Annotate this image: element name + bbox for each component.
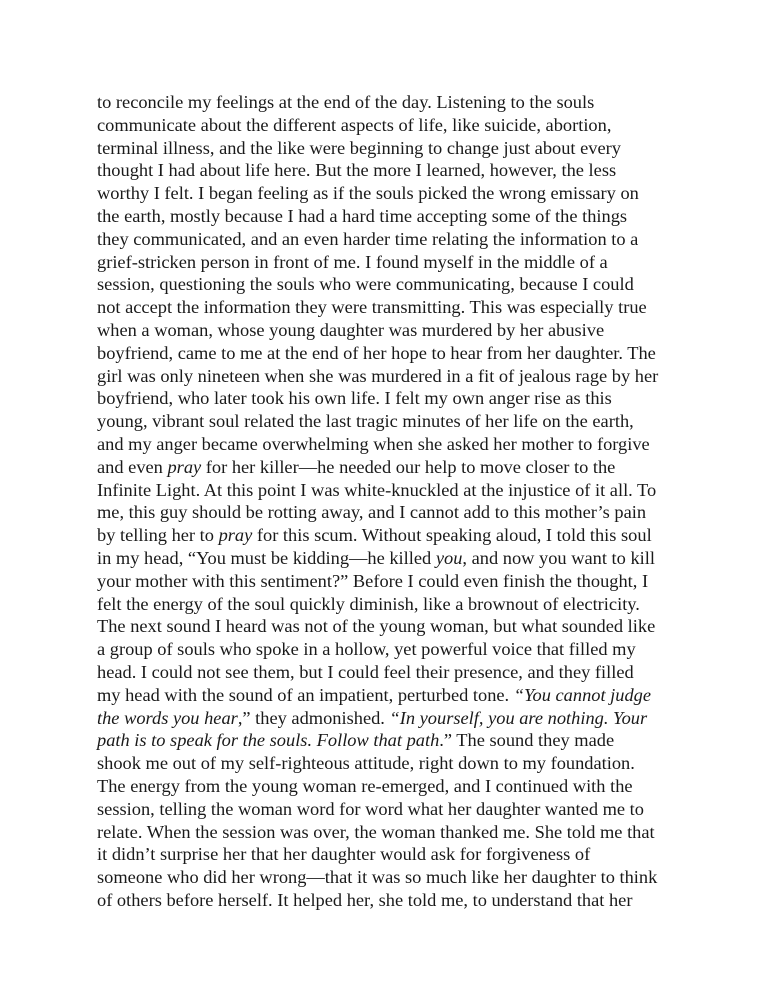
text-segment: girl was only nineteen when she was murdered in a fit of jealous rage by her — [97, 365, 659, 386]
text-segment: of others before herself. It helped her, she told me, to understand that her — [97, 889, 633, 910]
text-line — [97, 342, 697, 365]
text-line — [97, 387, 697, 410]
text-line — [97, 570, 697, 593]
text-segment: and my anger became overwhelming when she asked her mother to forgive — [97, 433, 650, 454]
text-segment: terminal illness, and the like were beginning to change just about every — [97, 137, 621, 158]
text-segment: The energy from the young woman re-emerged, and I continued with the — [97, 775, 633, 796]
text-segment: and even — [97, 456, 168, 477]
text-line — [97, 775, 697, 798]
text-segment: it didn’t surprise her that her daughter would ask for forgiveness of — [97, 844, 591, 865]
text-segment: my head with the sound of an impatient, perturbed tone. — [97, 684, 514, 705]
italic-text-segment: pray — [218, 525, 253, 546]
text-segment: felt the energy of the soul quickly diminish, like a brownout of electricity. — [97, 593, 640, 614]
text-line — [97, 137, 697, 160]
text-segment: relate. When the session was over, the woman thanked me. She told me that — [97, 821, 655, 842]
text-line — [97, 638, 697, 661]
italic-text-segment: path is to speak for the souls. Follow that path — [97, 730, 440, 751]
text-line — [97, 114, 697, 137]
text-segment: ,” they admonished. — [237, 707, 390, 728]
text-line — [97, 684, 697, 707]
text-line — [97, 205, 697, 228]
text-line — [97, 159, 697, 182]
text-segment: in my head, “You must be kidding—he killed — [97, 547, 436, 568]
text-segment: someone who did her wrong—that it was so much like her daughter to think — [97, 867, 658, 888]
text-line — [97, 866, 697, 889]
text-segment: boyfriend, came to me at the end of her hope to hear from her daughter. The — [97, 342, 656, 363]
text-line — [97, 661, 697, 684]
text-segment: communicate about the different aspects of life, like suicide, abortion, — [97, 114, 612, 135]
text-segment: , and now you want to kill — [462, 547, 655, 568]
text-line — [97, 615, 697, 638]
text-line — [97, 365, 697, 388]
text-segment: not accept the information they were transmitting. This was especially true — [97, 297, 647, 318]
italic-text-segment: the words you hear — [97, 707, 238, 728]
text-segment: boyfriend, who later took his own life. I felt my own anger rise as this — [97, 388, 612, 409]
text-line — [97, 296, 697, 319]
text-segment: The next sound I heard was not of the young woman, but what sounded like — [97, 616, 656, 637]
text-line — [97, 593, 697, 616]
text-segment: .” The sound they made — [439, 730, 615, 751]
text-line — [97, 319, 697, 342]
text-segment: grief-stricken person in front of me. I found myself in the middle of a — [97, 251, 608, 272]
text-line — [97, 433, 697, 456]
text-line — [97, 228, 697, 251]
text-segment: head. I could not see them, but I could feel their presence, and they filled — [97, 661, 634, 682]
text-line — [97, 524, 697, 547]
text-line — [97, 182, 697, 205]
text-line — [97, 798, 697, 821]
text-segment: a group of souls who spoke in a hollow, yet powerful voice that filled my — [97, 639, 636, 660]
text-segment: shook me out of my self-righteous attitude, right down to my foundation. — [97, 753, 635, 774]
text-line — [97, 889, 697, 912]
text-line — [97, 410, 697, 433]
italic-text-segment: you — [435, 547, 463, 568]
text-line — [97, 273, 697, 296]
italic-text-segment: “In yourself, you are nothing. Your — [389, 707, 648, 728]
text-line — [97, 547, 697, 570]
text-line — [97, 821, 697, 844]
text-segment: to reconcile my feelings at the end of the day. Listening to the souls — [97, 92, 595, 112]
text-segment: Infinite Light. At this point I was white-knuckled at the injustice of it all. To — [97, 479, 657, 500]
text-line — [97, 501, 697, 524]
text-segment: by telling her to — [97, 525, 219, 546]
text-segment: young, vibrant soul related the last tragic minutes of her life on the earth, — [97, 411, 634, 432]
text-segment: session, questioning the souls who were communicating, because I could — [97, 274, 634, 295]
text-segment: the earth, mostly because I had a hard time accepting some of the things — [97, 205, 628, 226]
text-segment: your mother with this sentiment?” Before I could even finish the thought, I — [97, 570, 649, 591]
text-segment: for this scum. Without speaking aloud, I told this soul — [252, 525, 652, 546]
text-segment: when a woman, whose young daughter was murdered by her abusive — [97, 319, 605, 340]
text-segment: for her killer—he needed our help to move closer to the — [201, 456, 616, 477]
text-segment: me, this guy should be rotting away, and I cannot add to this mother’s pain — [97, 502, 647, 523]
text-line — [97, 479, 697, 502]
text-line — [97, 456, 697, 479]
text-segment: session, telling the woman word for word what her daughter wanted me to — [97, 798, 644, 819]
text-segment: they communicated, and an even harder time relating the information to a — [97, 228, 639, 249]
body-text — [97, 91, 697, 912]
text-line — [97, 729, 697, 752]
italic-text-segment: pray — [167, 456, 202, 477]
italic-text-segment: “You cannot judge — [513, 684, 652, 705]
text-line — [97, 251, 697, 274]
text-segment: worthy I felt. I began feeling as if the souls picked the wrong emissary on — [97, 183, 639, 204]
text-line — [97, 91, 697, 114]
text-segment: thought I had about life here. But the more I learned, however, the less — [97, 160, 617, 181]
text-line — [97, 752, 697, 775]
text-line — [97, 843, 697, 866]
text-line — [97, 707, 697, 730]
